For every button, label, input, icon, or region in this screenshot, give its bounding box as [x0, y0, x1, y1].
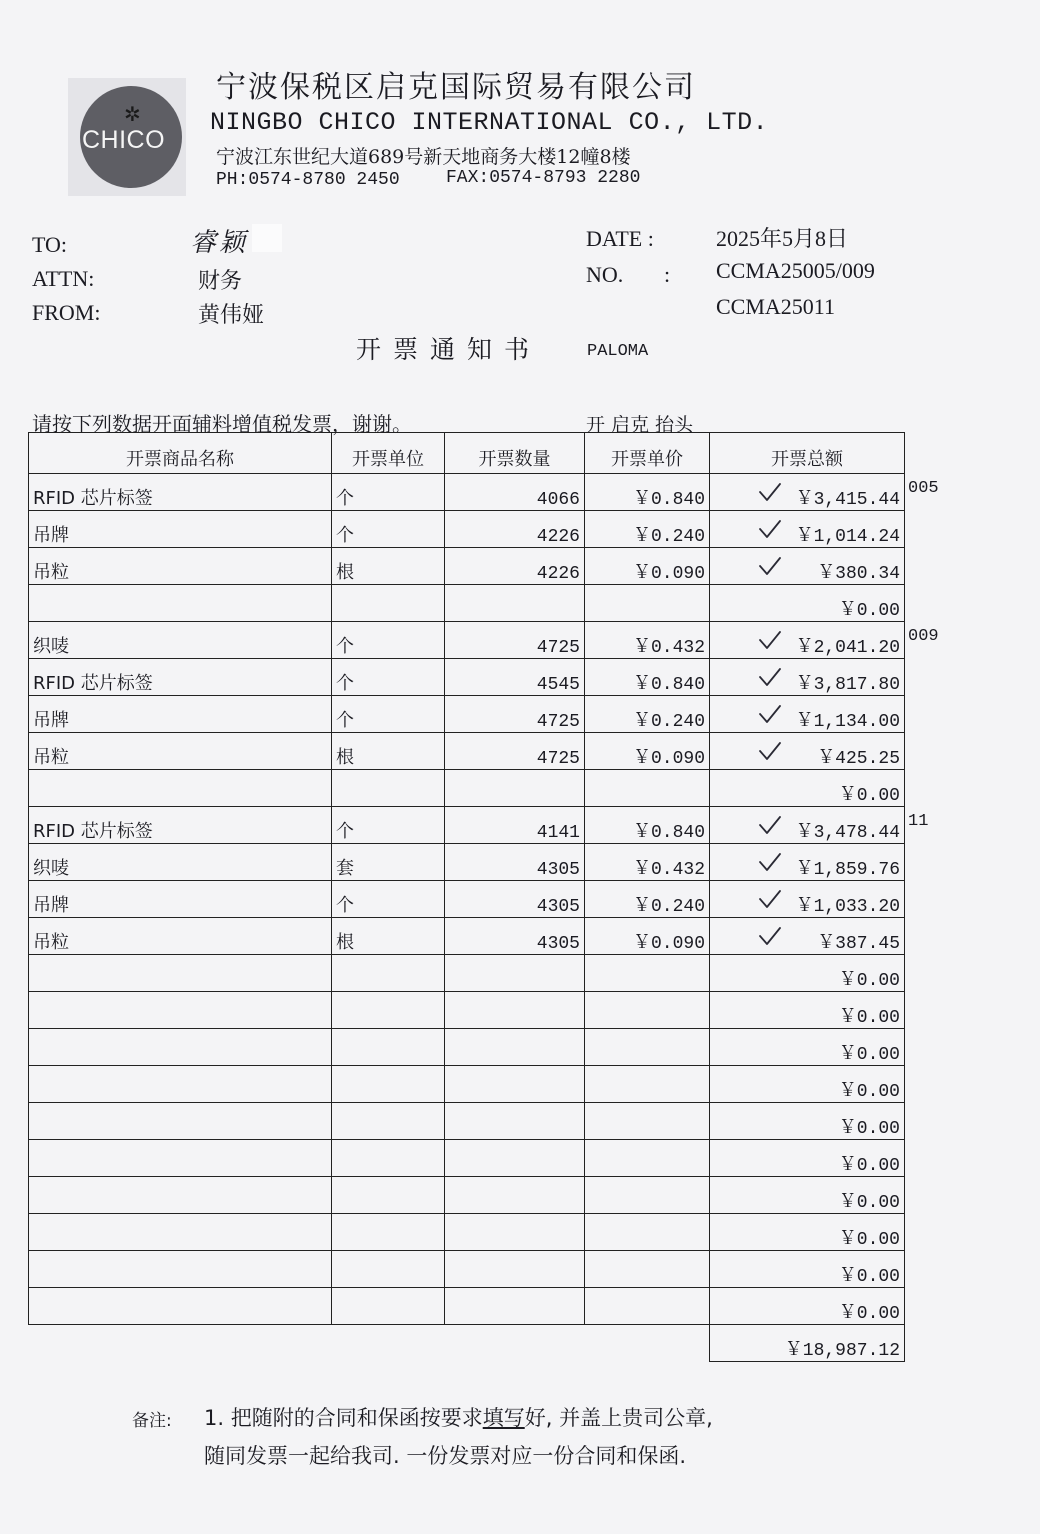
- quantity-cell: [445, 844, 585, 881]
- table-row: [29, 1214, 905, 1251]
- line-total-cell-text: ￥0.00: [838, 786, 900, 806]
- to-label: TO:: [32, 232, 68, 257]
- attn-label: ATTN:: [32, 266, 95, 291]
- quantity-cell: [445, 474, 585, 511]
- line-total-cell-text: ￥1,033.20: [795, 897, 900, 917]
- line-total-cell: [710, 955, 905, 992]
- unit-cell: [332, 622, 445, 659]
- item-name-cell: [29, 1214, 332, 1251]
- no-label: NO.: [586, 262, 624, 287]
- item-name-cell-text: 吊粒: [33, 562, 69, 583]
- unit-cell-text: 个: [336, 636, 354, 657]
- item-name-cell: [29, 1251, 332, 1288]
- line-total-cell-text: ￥0.00: [838, 1304, 900, 1324]
- unit-cell-text: 根: [336, 747, 354, 768]
- unit-price-cell: [585, 511, 710, 548]
- unit-cell: [332, 992, 445, 1029]
- line-total-cell-text: ￥3,478.44: [795, 823, 900, 843]
- unit-cell-text: 个: [336, 525, 354, 546]
- from-value: 黄伟娅: [198, 303, 265, 328]
- invoice-header-note: 开 启克 抬头: [586, 414, 694, 436]
- no-colon: :: [664, 262, 671, 287]
- unit-cell: [332, 881, 445, 918]
- unit-cell-text: 根: [336, 562, 354, 583]
- line-total-cell-text: ￥1,859.76: [795, 860, 900, 880]
- checkmark-icon: [758, 482, 782, 502]
- item-name-cell: [29, 1103, 332, 1140]
- item-name-cell-text: 吊牌: [33, 710, 69, 731]
- line-total-cell-text: ￥0.00: [838, 971, 900, 991]
- line-total-cell-text: ￥2,041.20: [795, 638, 900, 658]
- unit-cell: [332, 807, 445, 844]
- date-value: 2025年5月8日: [716, 226, 849, 251]
- unit-cell-text: 根: [336, 932, 354, 953]
- quantity-cell: [445, 770, 585, 807]
- line-total-cell: [710, 622, 905, 659]
- table-row: [29, 955, 905, 992]
- line-total-cell: [710, 474, 905, 511]
- batch-annotation: 009: [908, 627, 939, 646]
- table-row: [29, 1177, 905, 1214]
- quantity-cell: [445, 918, 585, 955]
- quantity-cell-text: 4725: [536, 712, 580, 732]
- remarks-line-1-suffix: 好, 并盖上贵司公章,: [524, 1406, 713, 1430]
- unit-price-cell: [585, 807, 710, 844]
- line-total-cell: [710, 918, 905, 955]
- item-name-cell: [29, 844, 332, 881]
- item-name-cell-text: 吊牌: [33, 525, 69, 546]
- to-value: 睿颖: [190, 228, 249, 258]
- unit-cell: [332, 511, 445, 548]
- table-header-row: [29, 433, 905, 474]
- unit-price-cell: [585, 1251, 710, 1288]
- unit-price-cell-text: ￥0.090: [632, 934, 705, 954]
- unit-cell: [332, 696, 445, 733]
- line-total-cell-text: ￥0.00: [838, 1119, 900, 1139]
- quantity-cell: [445, 1288, 585, 1325]
- item-name-cell: [29, 585, 332, 622]
- item-name-cell: [29, 955, 332, 992]
- line-total-cell: [710, 770, 905, 807]
- item-name-cell: [29, 548, 332, 585]
- unit-cell: [332, 844, 445, 881]
- line-total-cell: [710, 696, 905, 733]
- unit-price-cell-text: ￥0.240: [632, 897, 705, 917]
- unit-cell: [332, 659, 445, 696]
- item-name-cell-text: RFID 芯片标签: [33, 821, 153, 842]
- no-value-1: CCMA25005/009: [716, 258, 875, 283]
- unit-cell: [332, 1177, 445, 1214]
- remarks-line-2: 随同发票一起给我司. 一份发票对应一份合同和保函.: [204, 1444, 687, 1468]
- unit-cell: [332, 474, 445, 511]
- quantity-cell-text: 4725: [536, 749, 580, 769]
- item-name-cell: [29, 1029, 332, 1066]
- quantity-cell: [445, 1029, 585, 1066]
- company-address: 宁波江东世纪大道689号新天地商务大楼12幢8楼: [216, 146, 631, 168]
- line-total-cell: [710, 659, 905, 696]
- quantity-cell: [445, 1066, 585, 1103]
- quantity-cell-text: 4305: [536, 897, 580, 917]
- unit-price-cell: [585, 770, 710, 807]
- table-row: [29, 844, 905, 881]
- no-value-2: CCMA25011: [716, 294, 835, 319]
- unit-cell-text: 套: [336, 858, 354, 879]
- quantity-cell: [445, 807, 585, 844]
- unit-price-cell: [585, 955, 710, 992]
- line-total-cell: [710, 1214, 905, 1251]
- unit-cell-text: 个: [336, 673, 354, 694]
- table-row: [29, 733, 905, 770]
- unit-price-cell: [585, 1103, 710, 1140]
- item-name-cell: [29, 918, 332, 955]
- item-name-cell: [29, 770, 332, 807]
- table-row: [29, 585, 905, 622]
- unit-price-cell: [585, 733, 710, 770]
- unit-price-cell: [585, 1066, 710, 1103]
- remarks-line-1-underlined: 填写: [482, 1406, 525, 1430]
- item-name-cell-text: 织唛: [33, 636, 69, 657]
- unit-cell-text: 个: [336, 488, 354, 509]
- col-header-unit: 开票单位: [332, 433, 445, 474]
- col-header-total: 开票总额: [710, 433, 905, 474]
- checkmark-icon: [758, 556, 782, 576]
- item-name-cell-text: 织唛: [33, 858, 69, 879]
- item-name-cell-text: 吊粒: [33, 747, 69, 768]
- unit-price-cell-text: ￥0.240: [632, 712, 705, 732]
- item-name-cell: [29, 1177, 332, 1214]
- star-icon: ✲: [124, 102, 141, 126]
- quantity-cell: [445, 881, 585, 918]
- table-row: [29, 659, 905, 696]
- line-total-cell: [710, 548, 905, 585]
- item-name-cell-text: 吊粒: [33, 932, 69, 953]
- col-header-price: 开票单价: [585, 433, 710, 474]
- line-total-cell-text: ￥1,134.00: [795, 712, 900, 732]
- line-total-cell: [710, 807, 905, 844]
- grand-total-row: [29, 1325, 905, 1362]
- item-name-cell: [29, 696, 332, 733]
- unit-cell: [332, 1066, 445, 1103]
- item-name-cell: [29, 622, 332, 659]
- unit-price-cell: [585, 622, 710, 659]
- unit-price-cell: [585, 881, 710, 918]
- logo-text: CHICO: [82, 126, 166, 154]
- table-row: [29, 1140, 905, 1177]
- unit-price-cell: [585, 1288, 710, 1325]
- line-total-cell: [710, 992, 905, 1029]
- unit-cell-text: 个: [336, 710, 354, 731]
- item-name-cell: [29, 1066, 332, 1103]
- table-row: [29, 1066, 905, 1103]
- checkmark-icon: [758, 519, 782, 539]
- line-total-cell-text: ￥0.00: [838, 1267, 900, 1287]
- quantity-cell-text: 4066: [536, 490, 580, 510]
- item-name-cell: [29, 807, 332, 844]
- unit-cell: [332, 585, 445, 622]
- unit-cell: [332, 770, 445, 807]
- checkmark-icon: [758, 889, 782, 909]
- unit-price-cell-text: ￥0.432: [632, 638, 705, 658]
- line-total-cell: [710, 844, 905, 881]
- table-row: [29, 511, 905, 548]
- grand-total: ￥18,987.12: [710, 1325, 905, 1362]
- table-row: [29, 807, 905, 844]
- quantity-cell-text: 4725: [536, 638, 580, 658]
- item-name-cell: [29, 659, 332, 696]
- line-total-cell-text: ￥3,415.44: [795, 490, 900, 510]
- quantity-cell: [445, 1214, 585, 1251]
- col-header-name: 开票商品名称: [29, 433, 332, 474]
- redaction-patch: [252, 224, 282, 252]
- checkmark-icon: [758, 926, 782, 946]
- line-total-cell: [710, 1177, 905, 1214]
- line-total-cell: [710, 511, 905, 548]
- remarks-label: 备注:: [132, 1411, 172, 1431]
- line-total-cell-text: ￥0.00: [838, 1008, 900, 1028]
- unit-cell: [332, 733, 445, 770]
- batch-annotation: 005: [908, 479, 939, 498]
- company-fax: FAX:0574-8793 2280: [446, 168, 641, 188]
- item-name-cell: [29, 1140, 332, 1177]
- document-title: 开票通知书: [356, 335, 542, 364]
- company-logo: [80, 86, 182, 188]
- line-total-cell: [710, 733, 905, 770]
- line-total-cell-text: ￥0.00: [838, 601, 900, 621]
- unit-price-cell-text: ￥0.840: [632, 675, 705, 695]
- unit-price-cell: [585, 585, 710, 622]
- unit-price-cell: [585, 474, 710, 511]
- table-row: [29, 1103, 905, 1140]
- line-total-cell-text: ￥387.45: [817, 934, 900, 954]
- quantity-cell-text: 4226: [536, 564, 580, 584]
- table-row: [29, 770, 905, 807]
- line-total-cell: [710, 881, 905, 918]
- unit-price-cell-text: ￥0.840: [632, 490, 705, 510]
- unit-price-cell: [585, 1140, 710, 1177]
- table-row: [29, 918, 905, 955]
- line-total-cell-text: ￥0.00: [838, 1156, 900, 1176]
- attn-value: 财务: [198, 269, 243, 294]
- invoice-table: [28, 432, 905, 1362]
- company-name-cn: 宁波保税区启克国际贸易有限公司: [216, 70, 696, 105]
- col-header-qty: 开票数量: [445, 433, 585, 474]
- table-row: [29, 622, 905, 659]
- unit-price-cell: [585, 696, 710, 733]
- quantity-cell: [445, 511, 585, 548]
- unit-cell: [332, 548, 445, 585]
- quantity-cell: [445, 1140, 585, 1177]
- item-name-cell-text: RFID 芯片标签: [33, 673, 153, 694]
- unit-cell-text: 个: [336, 821, 354, 842]
- brand-note: PALOMA: [587, 342, 649, 361]
- unit-price-cell: [585, 548, 710, 585]
- checkmark-icon: [758, 852, 782, 872]
- quantity-cell: [445, 1103, 585, 1140]
- quantity-cell-text: 4545: [536, 675, 580, 695]
- item-name-cell: [29, 1288, 332, 1325]
- table-row: [29, 1251, 905, 1288]
- line-total-cell: [710, 1029, 905, 1066]
- quantity-cell: [445, 548, 585, 585]
- unit-cell: [332, 1103, 445, 1140]
- checkmark-icon: [758, 704, 782, 724]
- table-row: [29, 696, 905, 733]
- item-name-cell-text: 吊牌: [33, 895, 69, 916]
- unit-price-cell: [585, 918, 710, 955]
- quantity-cell: [445, 733, 585, 770]
- batch-annotation: 11: [908, 812, 929, 831]
- line-total-cell: [710, 1066, 905, 1103]
- line-total-cell: [710, 1140, 905, 1177]
- intro-text: 请按下列数据开面辅料增值税发票，谢谢。: [32, 412, 412, 436]
- line-total-cell-text: ￥380.34: [817, 564, 900, 584]
- checkmark-icon: [758, 630, 782, 650]
- quantity-cell: [445, 696, 585, 733]
- company-name-en: NINGBO CHICO INTERNATIONAL CO., LTD.: [210, 108, 769, 137]
- quantity-cell: [445, 955, 585, 992]
- line-total-cell: [710, 1251, 905, 1288]
- remarks-line-1: [204, 1402, 713, 1432]
- unit-price-cell: [585, 1214, 710, 1251]
- line-total-cell: [710, 585, 905, 622]
- line-total-cell: [710, 1103, 905, 1140]
- quantity-cell-text: 4226: [536, 527, 580, 547]
- unit-price-cell-text: ￥0.432: [632, 860, 705, 880]
- unit-price-cell: [585, 844, 710, 881]
- quantity-cell-text: 4305: [536, 860, 580, 880]
- unit-price-cell: [585, 659, 710, 696]
- quantity-cell: [445, 585, 585, 622]
- unit-price-cell-text: ￥0.240: [632, 527, 705, 547]
- table-row: [29, 548, 905, 585]
- unit-cell-text: 个: [336, 895, 354, 916]
- unit-price-cell-text: ￥0.840: [632, 823, 705, 843]
- line-total-cell-text: ￥0.00: [838, 1045, 900, 1065]
- date-label: DATE :: [586, 226, 654, 251]
- line-total-cell-text: ￥0.00: [838, 1082, 900, 1102]
- quantity-cell: [445, 659, 585, 696]
- item-name-cell: [29, 511, 332, 548]
- unit-price-cell-text: ￥0.090: [632, 749, 705, 769]
- quantity-cell: [445, 622, 585, 659]
- table-row: [29, 992, 905, 1029]
- table-row: [29, 1029, 905, 1066]
- item-name-cell: [29, 474, 332, 511]
- item-name-cell: [29, 992, 332, 1029]
- unit-cell: [332, 1288, 445, 1325]
- company-phone: PH:0574-8780 2450: [216, 170, 400, 190]
- unit-cell: [332, 955, 445, 992]
- from-label: FROM:: [32, 300, 101, 325]
- line-total-cell-text: ￥425.25: [817, 749, 900, 769]
- item-name-cell-text: RFID 芯片标签: [33, 488, 153, 509]
- unit-price-cell: [585, 1177, 710, 1214]
- quantity-cell: [445, 1177, 585, 1214]
- unit-cell: [332, 1214, 445, 1251]
- line-total-cell: [710, 1288, 905, 1325]
- remarks-line-1-prefix: 1. 把随附的合同和保函按要求: [204, 1406, 483, 1430]
- line-total-cell-text: ￥0.00: [838, 1230, 900, 1250]
- checkmark-icon: [758, 667, 782, 687]
- unit-cell: [332, 1029, 445, 1066]
- unit-price-cell-text: ￥0.090: [632, 564, 705, 584]
- quantity-cell: [445, 992, 585, 1029]
- item-name-cell: [29, 881, 332, 918]
- unit-cell: [332, 1140, 445, 1177]
- line-total-cell-text: ￥0.00: [838, 1193, 900, 1213]
- unit-cell: [332, 918, 445, 955]
- checkmark-icon: [758, 741, 782, 761]
- quantity-cell: [445, 1251, 585, 1288]
- table-row: [29, 474, 905, 511]
- unit-price-cell: [585, 992, 710, 1029]
- unit-cell: [332, 1251, 445, 1288]
- quantity-cell-text: 4305: [536, 934, 580, 954]
- line-total-cell-text: ￥1,014.24: [795, 527, 900, 547]
- table-row: [29, 1288, 905, 1325]
- item-name-cell: [29, 733, 332, 770]
- table-row: [29, 881, 905, 918]
- checkmark-icon: [758, 815, 782, 835]
- quantity-cell-text: 4141: [536, 823, 580, 843]
- unit-price-cell: [585, 1029, 710, 1066]
- line-total-cell-text: ￥3,817.80: [795, 675, 900, 695]
